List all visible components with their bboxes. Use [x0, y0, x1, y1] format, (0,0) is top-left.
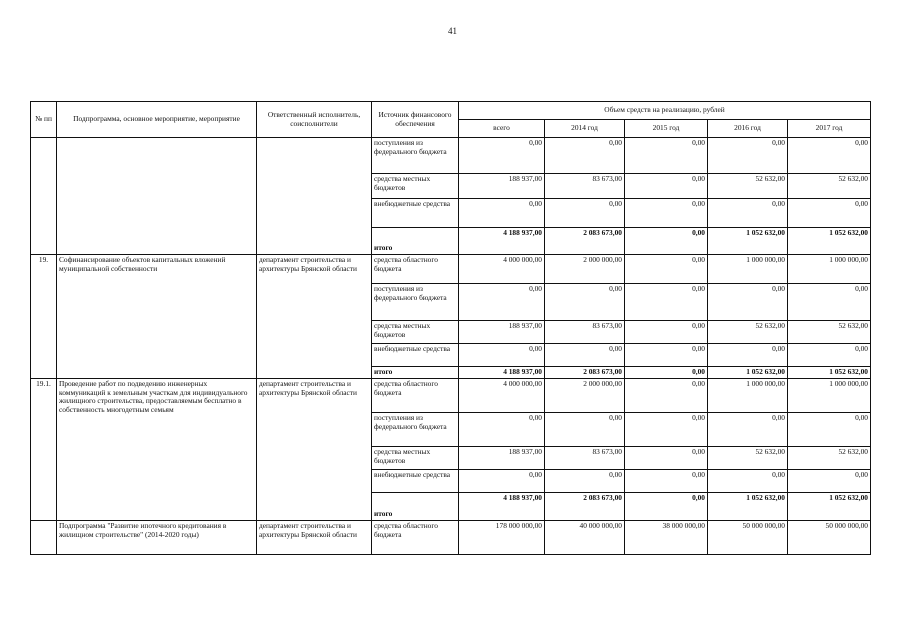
amount-cell: 83 673,00 — [545, 321, 625, 344]
program-name: Подпрограмма "Развитие ипотечного кредитования в жилищном строительстве" (2014-2020 годы) — [57, 521, 257, 555]
amount-cell: 1 052 632,00 — [708, 367, 788, 379]
amount-cell: 0,00 — [625, 344, 708, 367]
amount-cell: 0,00 — [545, 470, 625, 493]
amount-cell: 52 632,00 — [788, 174, 871, 199]
amount-cell: 0,00 — [788, 199, 871, 228]
table-body — [31, 138, 871, 555]
amount-cell: 1 052 632,00 — [788, 367, 871, 379]
amount-cell: 83 673,00 — [545, 174, 625, 199]
header-executor: Ответственный исполнитель, соисполнители — [257, 102, 372, 138]
amount-cell: 0,00 — [459, 284, 545, 321]
amount-cell: 0,00 — [625, 447, 708, 470]
amount-cell: 0,00 — [625, 174, 708, 199]
amount-cell: 1 052 632,00 — [788, 493, 871, 521]
amount-cell: 0,00 — [788, 470, 871, 493]
amount-cell: 1 000 000,00 — [708, 255, 788, 284]
amount-cell: 0,00 — [708, 199, 788, 228]
funding-source: поступления из федерального бюджета — [372, 284, 459, 321]
funding-source: поступления из федерального бюджета — [372, 138, 459, 174]
header-year-2017: 2017 год — [788, 120, 871, 138]
amount-cell: 1 000 000,00 — [708, 379, 788, 413]
amount-cell: 52 632,00 — [708, 174, 788, 199]
amount-cell: 4 188 937,00 — [459, 367, 545, 379]
amount-cell: 52 632,00 — [708, 321, 788, 344]
header-year-total: всего — [459, 120, 545, 138]
amount-cell: 4 000 000,00 — [459, 255, 545, 284]
amount-cell: 0,00 — [459, 344, 545, 367]
amount-cell: 2 000 000,00 — [545, 255, 625, 284]
amount-cell: 4 188 937,00 — [459, 493, 545, 521]
amount-cell: 2 000 000,00 — [545, 379, 625, 413]
row-number — [31, 521, 57, 555]
funding-source: средства местных бюджетов — [372, 447, 459, 470]
executor-name — [257, 138, 372, 255]
amount-cell: 0,00 — [625, 470, 708, 493]
amount-cell: 2 083 673,00 — [545, 228, 625, 255]
amount-cell: 0,00 — [708, 138, 788, 174]
row-number — [31, 138, 57, 255]
amount-cell: 0,00 — [625, 413, 708, 447]
table-row — [31, 138, 871, 174]
amount-cell: 0,00 — [788, 413, 871, 447]
amount-cell: 1 052 632,00 — [708, 493, 788, 521]
funding-source: средства областного бюджета — [372, 521, 459, 555]
amount-cell: 83 673,00 — [545, 447, 625, 470]
table-row — [31, 255, 871, 284]
amount-cell: 52 632,00 — [708, 447, 788, 470]
amount-cell: 0,00 — [545, 413, 625, 447]
amount-cell: 1 052 632,00 — [708, 228, 788, 255]
header-year-2015: 2015 год — [625, 120, 708, 138]
amount-cell: 0,00 — [708, 470, 788, 493]
funding-source: поступления из федерального бюджета — [372, 413, 459, 447]
amount-cell: 4 188 937,00 — [459, 228, 545, 255]
program-name — [57, 138, 257, 255]
amount-cell: 1 000 000,00 — [788, 379, 871, 413]
amount-cell: 1 000 000,00 — [788, 255, 871, 284]
amount-cell: 2 083 673,00 — [545, 367, 625, 379]
amount-cell: 0,00 — [625, 379, 708, 413]
program-name: Проведение работ по подведению инженерных коммуникаций к земельным участкам для индивидуального жилищного строительства, предоставляемым бесплатно в собственность многодетным семьям — [57, 379, 257, 521]
amount-cell: 0,00 — [625, 493, 708, 521]
page-number: 41 — [448, 26, 457, 36]
executor-name: департамент строительства и архитектуры Брянской области — [257, 521, 372, 555]
amount-cell: 0,00 — [625, 367, 708, 379]
amount-cell: 178 000 000,00 — [459, 521, 545, 555]
amount-cell: 0,00 — [788, 284, 871, 321]
funding-source: итого — [372, 493, 459, 521]
amount-cell: 0,00 — [545, 138, 625, 174]
amount-cell: 0,00 — [459, 413, 545, 447]
amount-cell: 0,00 — [459, 470, 545, 493]
header-year-2016: 2016 год — [708, 120, 788, 138]
amount-cell: 188 937,00 — [459, 174, 545, 199]
amount-cell: 52 632,00 — [788, 321, 871, 344]
funding-source: внебюджетные средства — [372, 344, 459, 367]
amount-cell: 0,00 — [545, 344, 625, 367]
amount-cell: 4 000 000,00 — [459, 379, 545, 413]
amount-cell: 188 937,00 — [459, 447, 545, 470]
amount-cell: 0,00 — [708, 344, 788, 367]
header-funds: Объем средств на реализацию, рублей — [459, 102, 871, 120]
funding-source: средства областного бюджета — [372, 255, 459, 284]
amount-cell: 0,00 — [708, 413, 788, 447]
executor-name: департамент строительства и архитектуры Брянской области — [257, 255, 372, 379]
amount-cell: 0,00 — [625, 321, 708, 344]
amount-cell: 38 000 000,00 — [625, 521, 708, 555]
amount-cell: 0,00 — [788, 138, 871, 174]
amount-cell: 0,00 — [545, 284, 625, 321]
header-source: Источник финансового обеспечения — [372, 102, 459, 138]
amount-cell: 0,00 — [708, 284, 788, 321]
amount-cell: 0,00 — [459, 138, 545, 174]
amount-cell: 50 000 000,00 — [708, 521, 788, 555]
amount-cell: 0,00 — [459, 199, 545, 228]
amount-cell: 0,00 — [625, 284, 708, 321]
executor-name: департамент строительства и архитектуры Брянской области — [257, 379, 372, 521]
amount-cell: 50 000 000,00 — [788, 521, 871, 555]
row-number: 19. — [31, 255, 57, 379]
amount-cell: 0,00 — [625, 138, 708, 174]
amount-cell: 52 632,00 — [788, 447, 871, 470]
funding-source: средства местных бюджетов — [372, 174, 459, 199]
funding-source: средства областного бюджета — [372, 379, 459, 413]
amount-cell: 0,00 — [545, 199, 625, 228]
amount-cell: 0,00 — [625, 228, 708, 255]
amount-cell: 40 000 000,00 — [545, 521, 625, 555]
amount-cell: 188 937,00 — [459, 321, 545, 344]
funding-source: внебюджетные средства — [372, 199, 459, 228]
amount-cell: 0,00 — [625, 199, 708, 228]
header-num: № пп — [31, 102, 57, 138]
funding-source: внебюджетные средства — [372, 470, 459, 493]
row-number: 19.1. — [31, 379, 57, 521]
funding-source: средства местных бюджетов — [372, 321, 459, 344]
amount-cell: 1 052 632,00 — [788, 228, 871, 255]
header-program: Подпрограмма, основное мероприятие, мероприятие — [57, 102, 257, 138]
amount-cell: 2 083 673,00 — [545, 493, 625, 521]
amount-cell: 0,00 — [788, 344, 871, 367]
header-year-2014: 2014 год — [545, 120, 625, 138]
funding-source: итого — [372, 367, 459, 379]
table-row — [31, 379, 871, 413]
budget-table — [30, 101, 871, 555]
amount-cell: 0,00 — [625, 255, 708, 284]
table-row — [31, 521, 871, 555]
program-name: Софинансирование объектов капитальных вложений муниципальной собственности — [57, 255, 257, 379]
funding-source: итого — [372, 228, 459, 255]
